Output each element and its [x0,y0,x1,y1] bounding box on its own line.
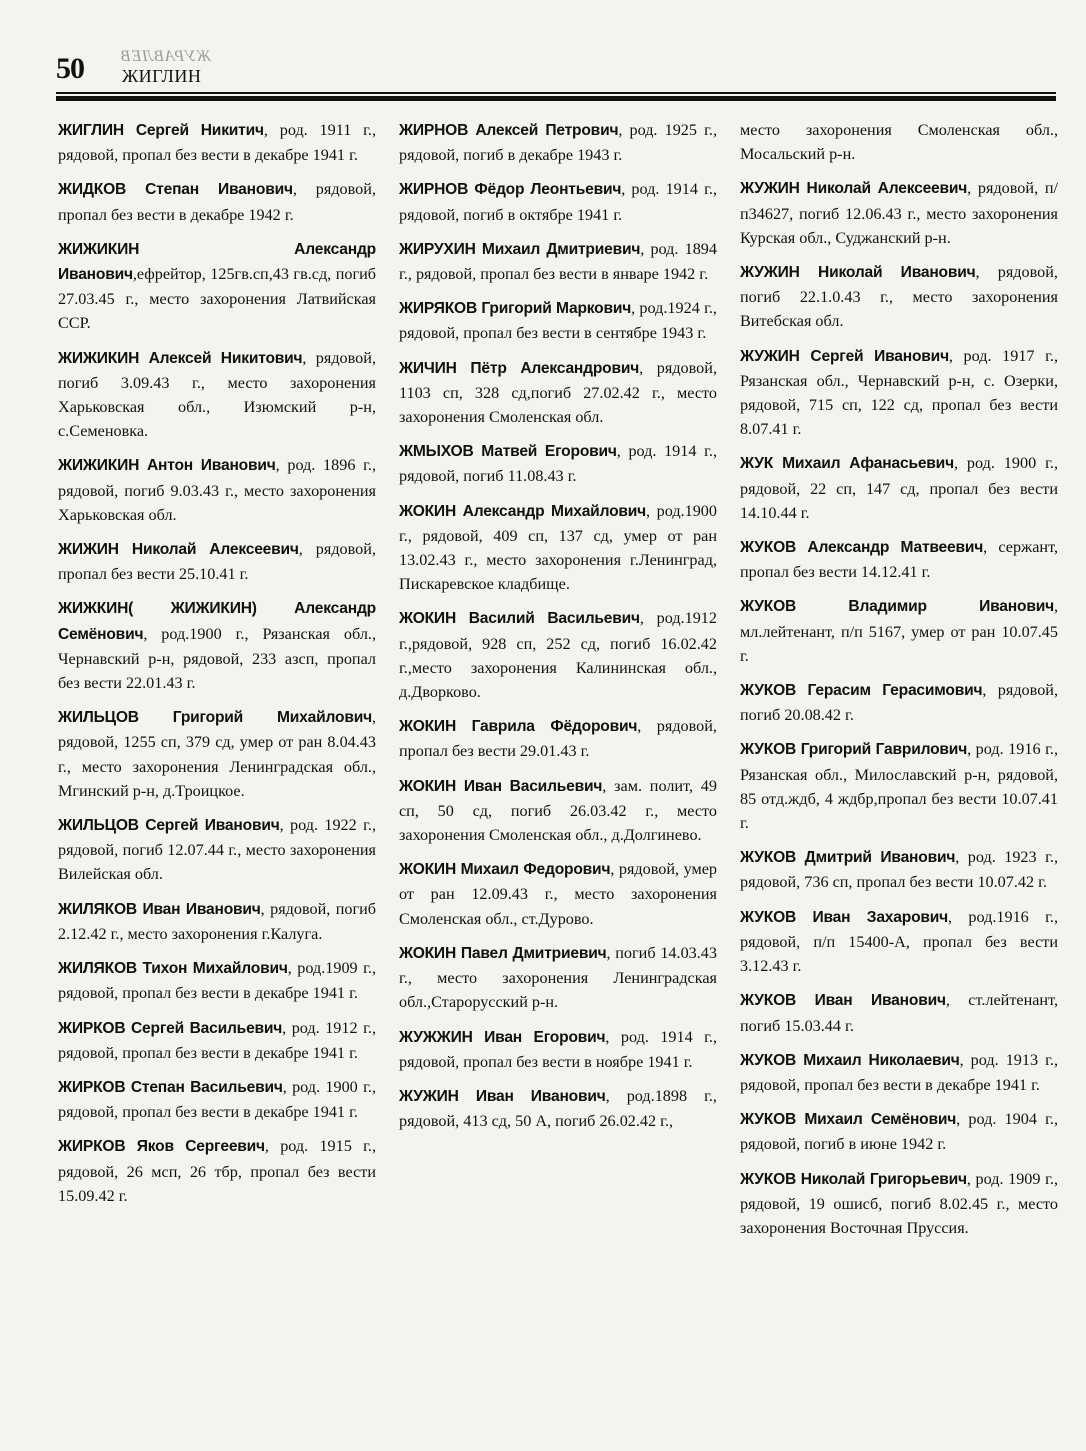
entry-name: ЖИЖКИН( ЖИЖИКИН) Александр Семёнович [58,600,376,643]
entry-name: ЖИРЯКОВ Григорий Маркович [399,300,632,318]
entry-name: ЖОКИН Гаврила Фёдорович [399,718,638,736]
entry-details: , род. 1914 г., рядовой, погиб 11.08.43 г. [399,442,717,486]
entry-name: ЖИЧИН Пётр Александрович [399,359,640,377]
column-3 [740,118,1058,1250]
entry-name: ЖИЖИН Николай Алексеевич [58,541,299,559]
entry [740,678,1058,727]
entry-details: , род. 1913 г., рядовой, пропал без вести в декабре 1941 г. [740,1050,1058,1094]
entry-name: ЖИЛЬЦОВ Григорий Михайлович [58,709,372,727]
entry-details: место захоронения Смоленская обл., Мосальский р-н. [740,121,1058,164]
entry [58,537,376,586]
entry-name: ЖУЖЖИН Иван Егорович [399,1028,606,1046]
entry-name: ЖУКОВ Владимир Иванович [740,598,1054,616]
entry [399,296,717,345]
entry-details: , рядовой, погиб 3.09.43 г., место захоронения Харьковская обл., Изюмский р-н, с.Семеновка. [58,348,376,441]
entry-details: , род. 1900 г., рядовой, пропал без вести в декабре 1941 г. [58,1077,377,1122]
entry-name: ЖУКОВ Иван Иванович [740,992,946,1010]
entry-name: ЖУКОВ Михаил Николаевич [740,1051,960,1069]
entry [58,813,376,887]
entry [740,905,1058,979]
entry-details: , рядовой, погиб 2.12.42 г., место захоронения г.Калуга. [58,899,377,943]
entry [740,535,1058,584]
entry [740,176,1058,250]
entry-name: ЖИЛЯКОВ Иван Иванович [58,900,261,918]
entry-details: , рядовой, пропал без вести 25.10.41 г. [58,540,376,584]
entry-details: , род. 1896 г., рядовой, погиб 9.03.43 г., место захоронения Харьковская обл. [58,456,377,524]
entry-details: , род. 1914 г., рядовой, пропал без вести в ноябре 1941 г. [399,1027,717,1071]
entry-details: , род.1898 г., рядовой, 413 сд, 50 А, погиб 26.02.42 г., [399,1086,717,1131]
entry [58,705,376,803]
entry-name: ЖУЖИН Николай Алексеевич [740,180,968,198]
entry [58,596,376,695]
entry-name: ЖУКОВ Герасим Герасимович [740,682,983,700]
entry [399,714,717,763]
entry [740,1167,1058,1241]
entry [58,177,376,226]
entry [740,1048,1058,1097]
entry-details: , род. 1914 г., рядовой, погиб в октябре 1941 г. [399,180,717,224]
entry-name: ЖОКИН Павел Дмитриевич [399,944,607,962]
entry-name: ЖИРКОВ Яков Сергеевич [58,1138,265,1156]
entry-details: , род. 1923 г., рядовой, 736 сп, пропал без вести 10.07.42 г. [740,848,1058,892]
entry-name: ЖУКОВ Александр Матвеевич [740,539,984,557]
entry-details: , сержант, пропал без вести 14.12.41 г. [740,538,1058,582]
entry-name: ЖИЖИКИН Антон Иванович [58,457,276,475]
entry [58,956,376,1005]
entry [58,1134,376,1208]
entry [399,606,717,704]
entry-details: , рядовой, пропал без вести 29.01.43 г. [399,717,717,761]
entry [740,118,1058,166]
entry-name: ЖИГЛИН Сергей Никитич [58,122,264,139]
entry-details: , рядовой, п/п34627, погиб 12.06.43 г., место захоронения Курская обл., Суджанский р-н. [740,179,1058,247]
entry-name: ЖУКОВ Николай Григорьевич [740,1170,967,1188]
entry-details: , род. 1911 г., рядовой, пропал без вести в декабре 1941 г. [58,121,377,165]
entry-details: , род. 1922 г., рядовой, погиб 12.07.44 г., место захоронения Вилейская обл. [58,816,376,884]
entry [740,451,1058,525]
entry-details: , рядовой, 1103 сп, 328 сд,погиб 27.02.42 г., место захоронения Смоленская обл. [399,358,717,427]
entry-details: , род. 1917 г., Рязанская обл., Чернавский р-н, с. Озерки, рядовой, 715 сп, 122 сд, пропал без вести 8.07.41 г. [740,346,1058,439]
entry-name: ЖИРНОВ Алексей Петрович [399,122,619,139]
entry [740,594,1058,668]
entry-details: , род.1912 г.,рядовой, 928 сп, 252 сд, погиб 16.02.42 г.,место захоронения Калининская обл., д.Дворково. [399,609,717,702]
show-through-text: ЖУРАВЛЕВ [120,48,212,65]
entry-details: , род. 1904 г., рядовой, погиб в июне 1942 г. [740,1110,1058,1154]
column-1 [58,118,376,1218]
entry [399,499,717,597]
entry-details: ,ефрейтор, 125гв.сп,43 гв.сд, погиб 27.03.45 г., место захоронения Латвийская ССР. [58,265,376,333]
running-head: ЖИГЛИН [122,66,202,86]
entry [740,344,1058,442]
entry-name: ЖИЛЯКОВ Тихон Михайлович [58,960,288,978]
entry [399,439,717,488]
entry-details: , род. 1909 г., рядовой, 19 ошисб, погиб 8.02.45 г., место захоронения Восточная Пруссия. [740,1169,1058,1237]
entry-name: ЖИЖИКИН Александр Иванович [58,240,376,284]
entry [399,1025,717,1074]
entry-name: ЖОКИН Иван Васильевич [399,777,603,795]
entry-name: ЖУЖИН Сергей Иванович [740,347,949,365]
entry-details: , род.1916 г., рядовой, п/п 15400-А, пропал без вести 3.12.43 г. [740,907,1058,976]
entry-name: ЖИДКОВ Степан Иванович [58,181,293,199]
entry [399,356,717,430]
entry-details: , рядовой, умер от ран 12.09.43 г., место захоронения Смоленская обл., ст.Дурово. [399,860,717,928]
entry-name: ЖУКОВ Дмитрий Иванович [740,849,956,867]
entry-name: ЖОКИН Василий Васильевич [399,610,640,628]
entry-name: ЖУКОВ Иван Захарович [740,908,949,926]
entry-details: , ст.лейтенант, погиб 15.03.44 г. [740,991,1058,1035]
column-2 [399,118,717,1143]
header-rule-thick [56,96,1056,101]
entry [399,177,717,226]
entry-details: , рядовой, 1255 сп, 379 сд, умер от ран 8.04.43 г., место захоронения Ленинградская обл., Мгинский р-н, д.Троицкое. [58,708,376,800]
entry-details: , рядовой, погиб 22.1.0.43 г., место захоронения Витебская обл. [740,263,1058,331]
entry [399,118,717,167]
entry-details: , род. 1912 г., рядовой, пропал без вести в декабре 1941 г. [58,1018,376,1062]
entry-name: ЖИРУХИН Михаил Дмитриевич [399,240,641,258]
entry [740,1107,1058,1156]
header-rule-thin [56,92,1056,94]
entry [58,346,376,444]
entry [58,118,376,167]
entry [399,1084,717,1133]
entry-details: , род.1924 г., рядовой, пропал без вести в сентябре 1943 г. [399,299,717,343]
entry [399,941,717,1015]
entry-name: ЖИРНОВ Фёдор Леонтьевич [399,181,622,199]
entry-name: ЖУКОВ Михаил Семёнович [740,1111,957,1129]
entry-name: ЖОКИН Александр Михайлович [399,502,647,520]
entry-name: ЖОКИН Михаил Федорович [399,861,611,879]
entry-details: , мл.лейтенант, п/п 5167, умер от ран 10.07.45 г. [740,597,1058,665]
entry-details: , род.1900 г., Рязанская обл., Чернавский р-н, рядовой, 233 азсп, пропал без вести 22.01.43 г. [58,624,376,693]
entry-details: , род. 1894 г., рядовой, пропал без вести в январе 1942 г. [399,239,717,284]
entry [399,774,717,848]
entry-name: ЖИЛЬЦОВ Сергей Иванович [58,817,280,835]
entry [58,1016,376,1065]
entry-name: ЖИРКОВ Степан Васильевич [58,1078,283,1096]
entry [740,737,1058,835]
entry [58,897,376,946]
entry [58,237,376,336]
entry-name: ЖИЖИКИН Алексей Никитович [58,349,303,367]
entry [58,453,376,527]
entry-details: , зам. полит, 49 сп, 50 сд, погиб 26.03.42 г., место захоронения Смоленская обл., д.Долгинево. [399,776,717,845]
entry-details: , род.1909 г., рядовой, пропал без вести в декабре 1941 г. [58,959,376,1003]
entry-details: , род. 1916 г., Рязанская обл., Милославский р-н, рядовой, 85 отд.ждб, 4 ждбр,пропал без вести 10.07.41 г. [740,740,1058,833]
entry-details: , род.1900 г., рядовой, 409 сп, 137 сд, умер от ран 13.02.43 г., место захоронения г.Ленинград, Пискаревское кладбище. [399,501,717,594]
page-number: 50 [56,52,84,85]
entry [740,260,1058,334]
page-header [56,44,1056,94]
entry-name: ЖИРКОВ Сергей Васильевич [58,1019,283,1037]
entry [58,1075,376,1124]
entry-details: , рядовой, погиб 20.08.42 г. [740,681,1058,725]
entry-name: ЖУЖИН Иван Иванович [399,1087,606,1105]
entry [399,237,717,286]
entry [740,845,1058,894]
entry-name: ЖУК Михаил Афанасьевич [740,455,954,473]
entry-details: , погиб 14.03.43 г., место захоронения Ленинградская обл.,Старорусский р-н. [399,943,717,1012]
entry-details: , род. 1915 г., рядовой, 26 мсп, 26 тбр, пропал без вести 15.09.42 г. [58,1137,376,1205]
entry [399,857,717,931]
entry-name: ЖМЫХОВ Матвей Егорович [399,443,617,461]
entry-name: ЖУЖИН Николай Иванович [740,264,976,282]
entry-details: , рядовой, пропал без вести в декабре 1942 г. [58,180,376,224]
entry-details: , род. 1900 г., рядовой, 22 сп, 147 сд, пропал без вести 14.10.44 г. [740,454,1058,522]
entry [740,988,1058,1037]
entry-name: ЖУКОВ Григорий Гаврилович [740,741,968,759]
entry-details: , род. 1925 г., рядовой, погиб в декабре 1943 г. [399,121,717,165]
